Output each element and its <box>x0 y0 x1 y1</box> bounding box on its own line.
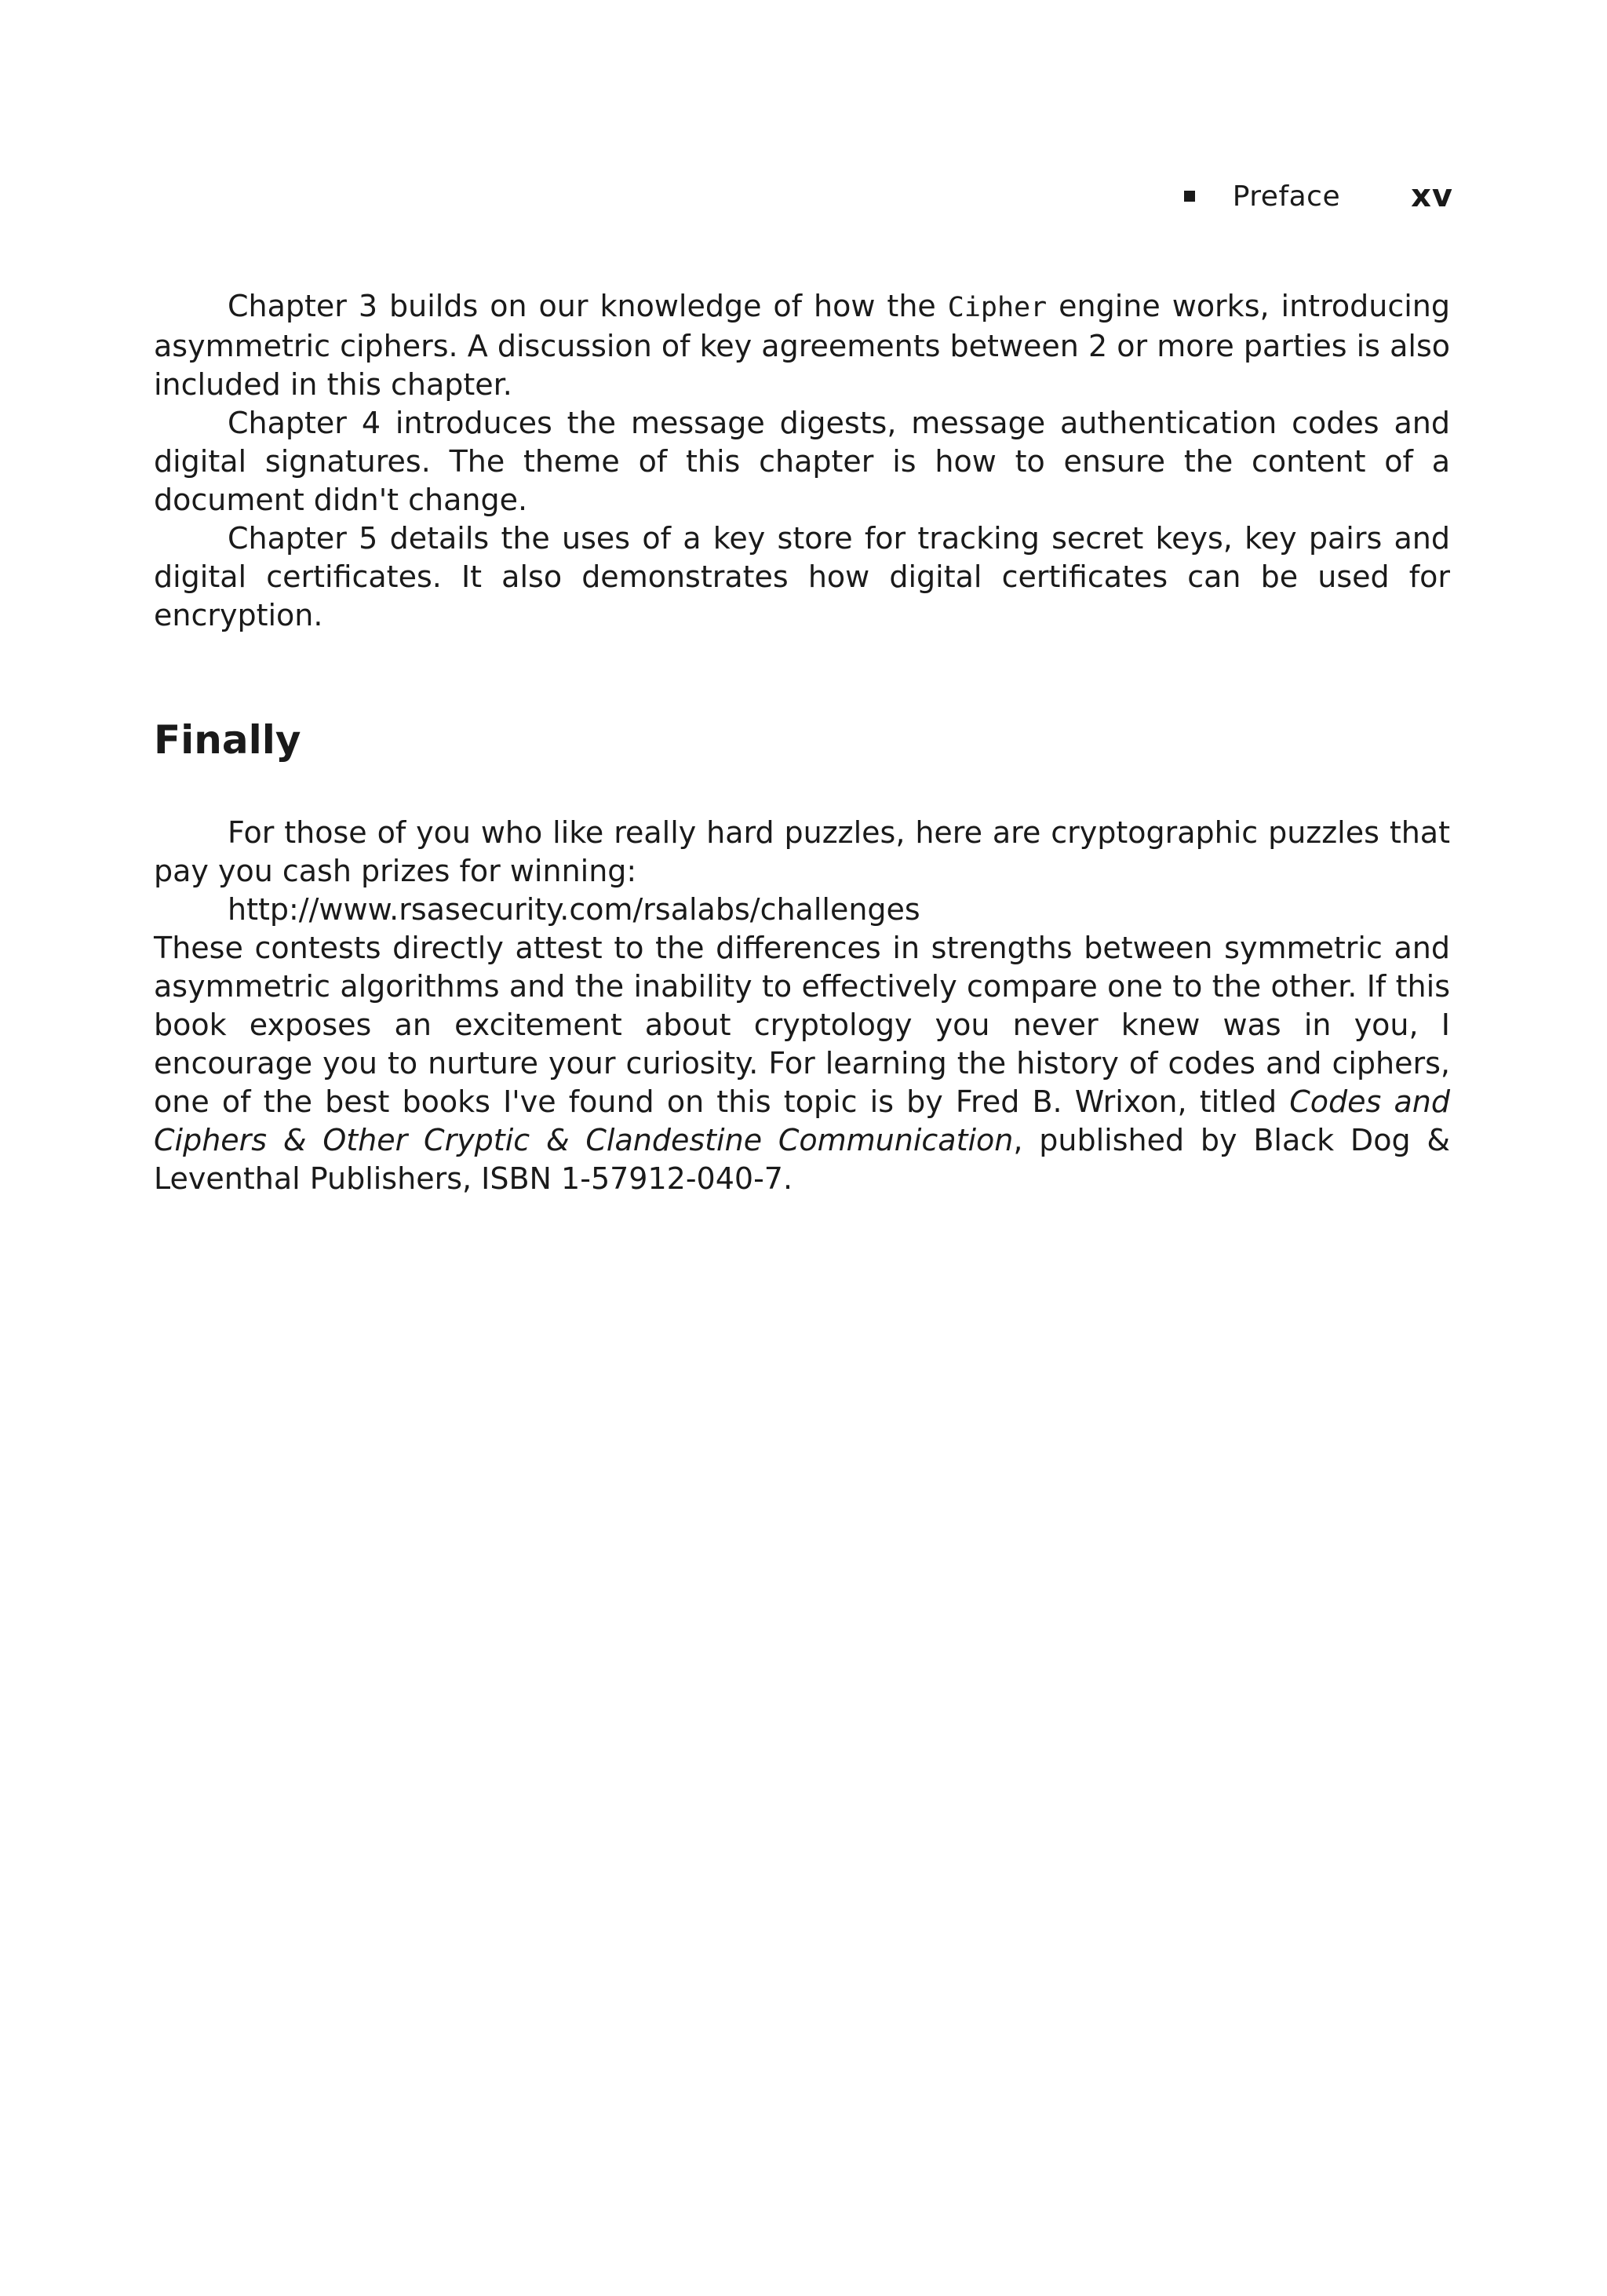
paragraph-chapter-3 <box>154 287 1450 404</box>
running-head-section: Preface <box>1232 180 1341 213</box>
paragraph-chapter-4: Chapter 4 introduces the message digests, message authentication codes and digital signatures. The theme of this chapter is how to ensure the content of a document didn't change. <box>154 406 1450 517</box>
paragraph-puzzles: For those of you who like really hard puzzles, here are cryptographic puzzles that pay you cash prizes for winning: <box>154 815 1450 888</box>
page-number: xv <box>1411 178 1453 214</box>
paragraph-chapter-3-text-end: engine works, introducing asymmetric ciphers. A discussion of key agreements between 2 or more parties is also included in this chapter. <box>154 289 1450 402</box>
paragraph-contests-text-end: , published by Black Dog & Leventhal Publishers, ISBN 1-57912-040-7. <box>154 1123 1450 1196</box>
running-head <box>1184 174 1453 218</box>
square-bullet-icon <box>1184 191 1195 202</box>
book-title: Codes and Ciphers & Other Cryptic & Clandestine Communication <box>154 1084 1450 1157</box>
challenges-url: http://www.rsasecurity.com/rsalabs/challenges <box>228 892 920 927</box>
paragraph-contests <box>154 929 1450 1198</box>
paragraph-chapter-3-text-start: Chapter 3 builds on our knowledge of how the <box>228 289 948 323</box>
paragraph-chapter-5: Chapter 5 details the uses of a key store for tracking secret keys, key pairs and digital certificates. It also demonstrates how digital certificates can be used for encryption. <box>154 521 1450 632</box>
paragraph-contests-text-start: These contests directly attest to the differences in strengths between symmetric and asymmetric algorithms and the inability to effectively compare one to the other. If this book exposes an excitement about cryptology you never knew was in you, I encourage you to nurture your curiosity. For learning the history of codes and ciphers, one of the best books I've found on this topic is by Fred B. Wrixon, titled <box>154 931 1450 1119</box>
page-body <box>154 287 1450 1198</box>
section-heading-finally: Finally <box>154 717 301 763</box>
code-term-cipher: Cipher <box>947 292 1048 323</box>
